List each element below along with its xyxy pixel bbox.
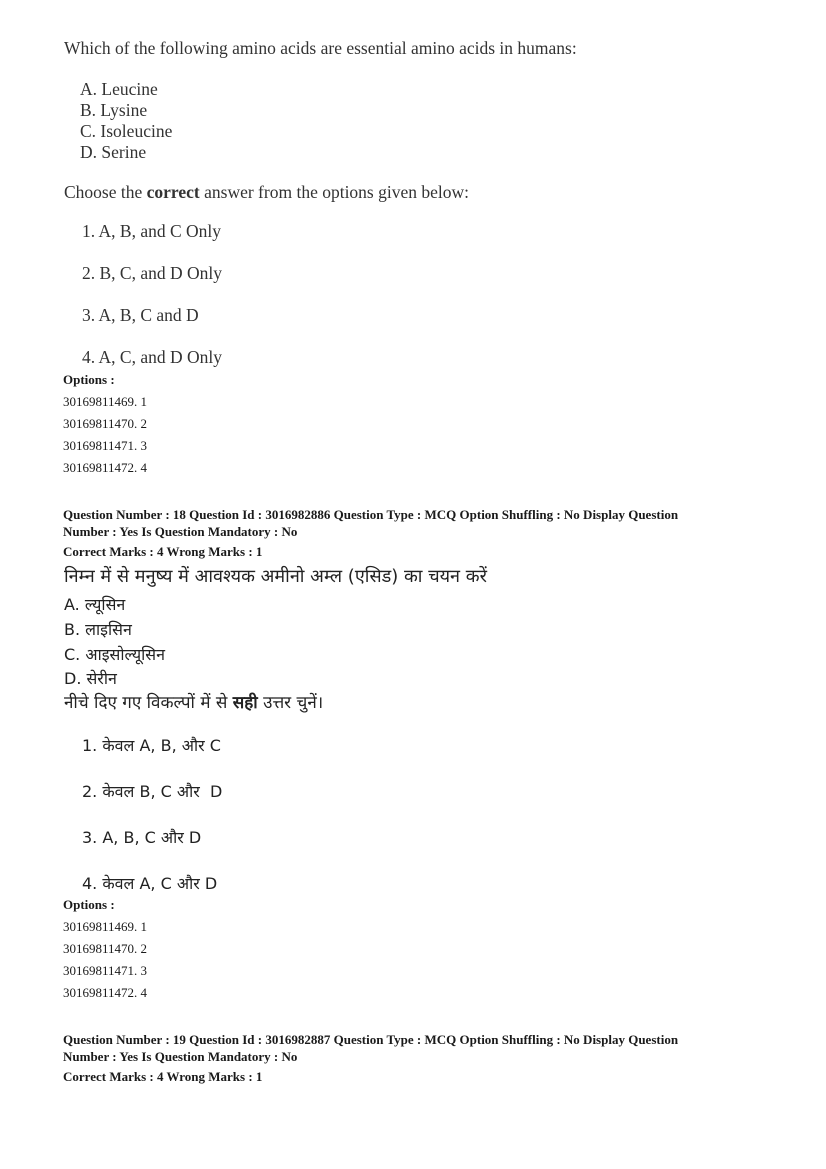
q17-item-b: B. Lysine — [80, 100, 148, 120]
q17-item-a: A. Leucine — [80, 79, 158, 99]
q18-option-3: 30169811471. 3 — [63, 963, 148, 978]
q18-meta-line1: Question Number : 18 Question Id : 3016982886 Question Type : MCQ Option Shuffling : No Display Question — [63, 507, 679, 522]
q19-meta — [63, 1031, 773, 1085]
q17-option-3: 30169811471. 3 — [63, 438, 148, 453]
q18-option-2: 30169811470. 2 — [63, 941, 148, 956]
q17-question: Which of the following amino acids are essential amino acids in humans: — [64, 38, 577, 58]
q17-choice-4: 4. A, C, and D Only — [82, 347, 222, 367]
q17-options-label: Options : — [63, 372, 115, 387]
q18-hi-choice-3: 3. A, B, C और D — [82, 828, 202, 847]
q19-meta-line2: Number : Yes Is Question Mandatory : No — [63, 1049, 298, 1064]
q17-instruction: Choose the correct answer from the options given below: — [64, 182, 470, 202]
q18-option-1: 30169811469. 1 — [63, 919, 148, 934]
q18-hi-item-d: D. सेरीन — [64, 669, 117, 688]
q18-options-label: Options : — [63, 897, 115, 912]
q18-hi-choice-1: 1. केवल A, B, और C — [82, 736, 221, 755]
q18-meta-line3: Correct Marks : 4 Wrong Marks : 1 — [63, 544, 263, 559]
q18-hi-item-a: A. ल्यूसिन — [64, 595, 126, 614]
q18-meta-line2: Number : Yes Is Question Mandatory : No — [63, 524, 298, 539]
q18-hi-item-b: B. लाइसिन — [64, 620, 132, 639]
q19-meta-line3: Correct Marks : 4 Wrong Marks : 1 — [63, 1069, 263, 1084]
q17-option-1: 30169811469. 1 — [63, 394, 148, 409]
q18-hi-choice-4: 4. केवल A, C और D — [82, 874, 218, 893]
q17-item-c: C. Isoleucine — [80, 121, 173, 141]
q18-hi-instruction: नीचे दिए गए विकल्पों में से सही उत्तर चुनें। — [64, 693, 324, 713]
q18-hi-question: निम्न में से मनुष्य में आवश्यक अमीनो अम्ल (एसिड) का चयन करें — [64, 566, 487, 587]
q17-option-2: 30169811470. 2 — [63, 416, 148, 431]
q17-choice-2: 2. B, C, and D Only — [82, 263, 222, 283]
q18-hi-choice-2: 2. केवल B, C और D — [82, 782, 223, 801]
q17-choice-3: 3. A, B, C and D — [82, 305, 199, 325]
q18-hi-item-c: C. आइसोल्यूसिन — [64, 645, 165, 664]
q18-meta — [63, 506, 773, 560]
q17-item-d: D. Serine — [80, 142, 147, 162]
q19-meta-line1: Question Number : 19 Question Id : 3016982887 Question Type : MCQ Option Shuffling : No Display Question — [63, 1032, 679, 1047]
q17-option-4: 30169811472. 4 — [63, 460, 148, 475]
q17-choice-1: 1. A, B, and C Only — [82, 221, 222, 241]
q18-option-4: 30169811472. 4 — [63, 985, 148, 1000]
